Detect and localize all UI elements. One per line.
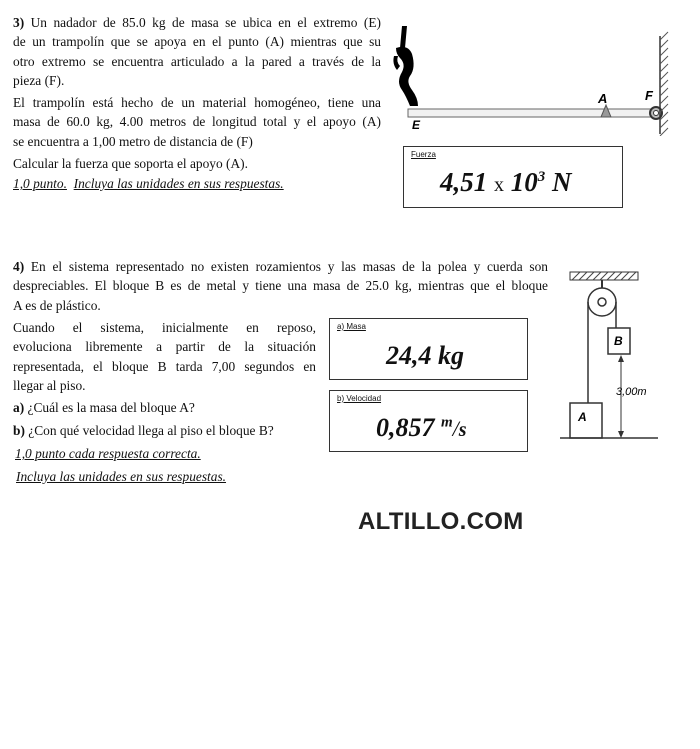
q4-answer-b-box [329, 390, 528, 452]
q3-answer: 4,51 x $10^3$ N [440, 167, 572, 197]
q4-answer-b: 0,857 $^m$/s [376, 413, 467, 442]
label-e: E [412, 118, 421, 132]
q3-answer-box [403, 146, 623, 208]
q3-statement: 3) Un nadador de 85.0 kg de masa se ubica en el extremo (E) de un trampolín que se apoya en el punto (A) mientras que su otro extremo se encuentra articulado a la pared a través de la pieza (F). [13, 15, 381, 88]
pulley-diagram [560, 266, 660, 444]
q3-points-line [13, 174, 284, 193]
q3-points: 1,0 punto. [13, 176, 67, 191]
q4-answer-b-label: b) Velocidad [337, 394, 382, 403]
swimmer-figure [393, 26, 418, 106]
q3-number: 3) [13, 15, 25, 30]
q4-answer-a: 24,4 kg [386, 341, 464, 370]
q3-units-note: Incluya las unidades en sus respuestas. [73, 176, 284, 191]
q4-statement: 4) En el sistema representado no existen rozamientos y las masas de la polea y cuerda son despreciables. El bloque B es de metal y tiene una masa de 25.0 kg, mientras que el bloque A es de plástico. [13, 259, 548, 313]
q4-question-a: a) ¿Cuál es la masa del bloque A? [13, 400, 195, 415]
q4-units-note: Incluya las unidades en sus respuestas. [16, 469, 227, 484]
q4-question-b: b) ¿Con qué velocidad llega al piso el bloque B? [13, 423, 274, 438]
q4-points: 1,0 punto cada respuesta correcta. [15, 446, 201, 461]
diving-board-diagram [388, 18, 678, 136]
pulley-axle [598, 298, 606, 306]
label-f: F [645, 88, 653, 103]
height-label: 3,00m [616, 386, 647, 398]
label-block-b: B [614, 334, 623, 348]
wall-hatching [660, 32, 668, 136]
diving-board [408, 109, 656, 117]
q3-answer-label: Fuerza [411, 150, 436, 159]
watermark-logo: ALTILLO.COM [358, 508, 524, 535]
q4-statement-2: Cuando el sistema, inicialmente en reposo, evoluciona libremente a partir de la situación representada, el bloque B tarda 7,00 segundos en llegar al piso. [13, 320, 316, 393]
label-a: A [598, 91, 608, 106]
q4-answer-a-label: a) Masa [337, 322, 366, 331]
q3-statement-2: El trampolín está hecho de un material homogéneo, tiene una masa de 60.0 kg, 4.00 metros de longitud total y el apoyo (A) se encuentra a 1,00 metro de distancia de (F) [13, 95, 381, 149]
q4-answer-a-box [329, 318, 528, 380]
q3-ask: Calcular la fuerza que soporta el apoyo (A). [13, 156, 248, 171]
label-block-a: A [578, 410, 587, 424]
q4-number: 4) [13, 259, 25, 274]
